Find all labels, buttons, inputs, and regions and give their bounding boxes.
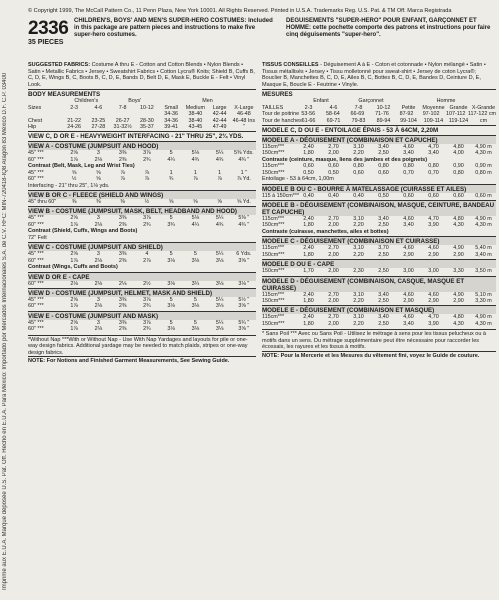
view-de-row: 60" *** 2⅛ 2⅛ 2⅛ 2½ 3⅛ 3¼ 3⅛ 3⅛ " [28,280,250,287]
view-cde-interfacing: VIEW C, D OR E - HEAVYWEIGHT INTERFACING - 21" THRU 25", 2¾ YDS. [28,131,256,140]
notions-note-fr: NOTE: Pour la Mercerie et les Mesures du vêtement fini, voyez le Guide de couture. [262,351,496,360]
view-b-row: 60" *** 1⅞ 2⅛ 2⅜ 2¾ 3¾ 4¼ 4¾ 4¾ " [28,221,250,228]
size-groups-fr: Enfant Garçonnet Homme [313,98,456,105]
modele-b-row: 150cm*** 1,80 2,00 2,20 2,50 3,40 3,90 4,30 4,30 m [262,222,492,229]
view-a-contrast: Contrast (Belt, Mask, Leg and Wrist Ties) [28,163,135,170]
tissus-conseilles: TISSUS CONSEILLES - Déguisement A à E - Coton et cotonnade • Nylon mélangé • Satin • Tissus métallisés • Jersey • Tissu molletonné pour sweat-shirt • Jersey de coton Lycra®; Bouclier B, Manchettes B, C, D, E, Ailes B, C, Bottes B, C, D, E, Bandes D, Ceinture D, E, Masque E, Boucle E - Feutrine • Vinyle. [262,62,486,88]
modele-de-title: MODELE D OU E - CAPE [262,259,496,268]
view-a-interfacing: Interfacing - 21" thru 25", 1⅛ yds. [28,182,110,189]
suggested-fabrics: SUGGESTED FABRICS: Costume A thru E - Cotton and Cotton Blends • Nylon Blends • Satin • Metallic Fabrics • Jersey • Sweatshirt Fabrics • Cotton Lycra® Knits; Shield B, Cuffs B, C, D, E, Wings B, C, Boots B, C, D, E, Bands D, Belt D, E, Mask E, Buckle E - Felt • Vinyl Look. [28,62,255,88]
english-column [28,62,256,600]
modele-c-title: MODELE C - DÉGUISEMENT (COMBINAISON ET CUIRASSE) [262,236,496,245]
modele-a-contrast: Contraste (ceinture, masque, liens des jambes et des poignets) [262,156,428,163]
modele-d-row: 150cm*** 1,80 2,00 2,20 2,50 2,90 2,90 2,90 3,30 m [262,297,492,304]
chest-row: Chest 21-22 23-25 26-27 28-30 34-36 38-40 42-44 46-48 Ins [28,117,256,124]
view-bc-fleece-title: VIEW B OR C - FLEECE (SHIELD AND WINGS) [28,190,256,199]
french-column [262,62,496,600]
tour-poitrine-row: Tour de poitrine 53-56 58-64 66-69 71-76 87-92 97-102 107-112 117-122 cm [262,111,497,118]
modele-cde-entoilage: MODELE C, D OU E - ENTOILAGE ÉPAIS - 53 À 64CM, 2,20M [262,125,496,134]
view-a-title: VIEW A - COSTUME (JUMPSUIT AND HOOD) [28,141,256,150]
view-c-contrast: Contrast (Wings, Cuffs and Boots) [28,264,118,271]
view-c-row: 60" *** 1⅞ 2⅛ 2⅜ 2⅞ 3⅛ 3⅛ 3⅛ 3⅝ " [28,257,250,264]
pattern-pieces: 35 PIECES [28,39,64,46]
modele-e-row: 115cm*** 2,40 2,70 3,10 3,40 4,60 4,70 4,80 4,90 m [262,314,492,321]
view-a-contrast-row: 45" *** ⅝ ⅝ ⅞ ⅞ 1 1 1 1 " [28,169,248,176]
modele-a-row: 115cm*** 2,40 2,70 3,10 3,40 4,60 4,70 4,80 4,90 m [262,144,492,150]
modele-e-row: 150cm*** 1,80 2,00 2,20 2,50 3,40 3,90 4,30 4,30 m [262,320,492,327]
modele-bc-molleton-row: 115 à 150cm*** 0,40 0,40 0,40 0,50 0,60 0,60 0,60 0,60 m [262,192,492,199]
modele-a-contrast-row: 115cm*** 0,60 0,60 0,80 0,80 0,80 0,80 0,90 0,90 m [262,163,492,170]
modele-c-row: 115cm*** 2,40 2,70 3,10 3,70 4,60 4,60 4,90 5,40 m [262,245,492,252]
view-c-row: 45" *** 2⅝ 3 3⅜ 4 5 5 5¼ 6 Yds. [28,251,252,258]
view-e-row: 45" *** 2⅝ 3 3⅜ 3⅞ 5 5 5¼ 5¾ " [28,319,250,326]
tour-hanches-row: Tour de hanches 61-66 69-71 79-83 89-94 99-104 109-114 119-124 cm [262,117,488,124]
nap-note-fr: * Sans Poil *** Avec ou Sans Poil - Utilisez le métrage à sens pour les tissus pelucheux ou à motifs dans un sens. Du métrage supplémentaire peut être nécessaire pour raccorder les écossais, les rayures et les tissus à motifs. [262,329,496,351]
view-b-row: 45" *** 2⅝ 3 3⅜ 3⅞ 5 5⅛ 5¼ 5⅜ " [28,215,250,222]
view-d-row: 45" *** 2⅝ 3 3⅜ 3⅞ 5 5 5¼ 5½ " [28,296,250,303]
view-de-title: VIEW D OR E - CAPE [28,272,256,281]
modele-b-row: 115cm*** 2,40 2,70 3,10 3,40 4,60 4,70 4,80 4,90 m [262,216,492,223]
nap-note: *Without Nap ***With or Without Nap - Use With Nap Yardages and layouts for pile or one-way design fabrics. Additional yardage may be needed to match plaids, stripes or one-way design fabrics. [28,335,256,357]
sizes-row: Sizes 2-3 4-6 7-8 10-12 Small Medium Large X-Large [28,104,254,111]
modele-d-row: 115cm*** 2,40 2,70 3,10 3,40 4,60 4,60 4,90 5,10 m [262,291,492,298]
notions-note: NOTE: For Notions and Finished Garment Measurements, See Sewing Guide. [28,356,256,365]
hip-row: Hip 24-26 27-28 31-32½ 35-37 39-41 43-45 47-49 " [28,124,245,130]
header [28,0,496,62]
tailles-row: TAILLES 2-3 4-6 7-8 10-12 Petite Moyenne Grande X-Grande [262,104,496,111]
costumes-description-en: CHILDREN'S, BOYS' AND MEN'S SUPER-HERO COSTUMES: Included in this package are pattern pieces and instructions to make five super-hero costumes. [74,18,273,38]
view-c-title: VIEW C - COSTUME (JUMPSUIT AND SHIELD) [28,242,256,251]
view-bc-fleece-row: 45" thru 60" ⅜ ⅜ ⅜ ½ ⅝ ⅝ ⅝ ⅝ Yd. [28,199,251,206]
modele-a-row: 150cm*** 1,80 2,00 2,20 2,50 3,40 3,40 4,00 4,30 m [262,150,492,157]
modele-d-title: MODELE D - DÉGUISEMENT (COMBINAISON, CASQUE, MASQUE ET CUIRASSE) [262,276,496,292]
mesures-title: MESURES [262,89,496,98]
view-b-title: VIEW B - COSTUME (JUMPSUIT, MASK, BELT, HEADBAND AND HOOD) [28,206,256,215]
modele-bc-molleton-title: MODELE B OU C - BOURRE À MATELASSAGE (CUIRASSE ET AILES) [262,184,496,193]
view-b-contrast-felt: 72" Felt [28,234,47,241]
view-d-title: VIEW D - COSTUME (JUMPSUIT, HELMET, MASK AND SHIELD) [28,288,256,297]
view-b-contrast: Contrast (Shield, Cuffs, Wings and Boots) [28,228,138,235]
modele-de-row: 150cm*** 1,70 2,00 2,30 2,50 3,00 3,00 3,30 3,50 m [262,268,492,275]
modele-a-entoilage: Entoilage - 53 à 64cm, 1,00m [262,176,334,183]
view-e-title: VIEW E - COSTUME (JUMPSUIT AND MASK) [28,311,256,320]
copyright-line: © Copyright 1999, The McCall Pattern Co., 11 Penn Plaza, New York 10001. All Rights Reserved. Printed in U.S.A. Trademarks Reg. U.S. Pat. & TM Off. Marca Registrada [28,8,452,14]
view-e-row: 60" *** 1⅞ 2⅛ 2⅜ 2¾ 3⅛ 3⅛ 3⅛ 3⅝ " [28,326,250,333]
modele-b-title: MODELE B - DÉGUISEMENT (COMBINAISON, MASQUE, CEINTURE, BANDEAU ET CAPUCHE) [262,202,495,217]
side-legal-text: Imprimé aux E.U.A. Marque déposée U.S. Pat. Off. Hecho en E.U.A. Para México: Importado por Mercados Internacionales S.A. de C.V. RFC: MIN-720418-IQ8 Aragón 83 México D.F. C.P. 03400 [2,72,8,590]
size-groups: Children's Boys' Men [74,98,213,105]
sizes-extra-row: 34-36 38-40 42-44 46-48 [164,111,251,118]
costumes-description-fr: DEGUISEMENTS "SUPER-HERO" POUR ENFANT, GARÇONNET ET HOMME: cette pochette comporte des patrons et instructions pour faire cinq déguisements "super-hero". [286,18,491,38]
view-a-contrast-row: 60" *** ½ ⅝ ⅞ ⅞ ¾ ⅞ ⅞ ⅞ Yd. [28,176,251,183]
body-measurements-title: BODY MEASUREMENTS [28,89,256,98]
modele-a-title: MODELE A - DÉGUISEMENT (COMBINAISON ET CAPUCHE) [262,135,496,144]
view-a-row: 45" *** 2⅝ 3 3⅜ 3⅞ 5 5⅛ 5¼ 5⅜ Yds. [28,150,254,157]
modele-a-contrast-row: 150cm*** 0,50 0,50 0,60 0,60 0,70 0,70 0,80 0,80 m [262,169,492,176]
modele-b-contrast: Contraste (cuirasse, manchettes, ailes et bottes) [262,228,389,235]
view-d-row: 60" *** 1⅞ 2⅛ 2⅜ 2¾ 3⅛ 3⅛ 3⅛ 3⅝ " [28,303,250,310]
view-a-row: 60" *** 1⅞ 2⅛ 2⅜ 2¾ 4¼ 4¾ 4¾ 4¾ " [28,156,250,163]
modele-c-row: 150cm*** 1,80 2,00 2,20 2,50 2,90 2,90 2,90 3,40 m [262,251,492,258]
modele-e-title: MODELE E - DÉGUISEMENT (COMBINAISON ET MASQUE) [262,305,496,314]
pattern-number: 2336 [28,18,69,39]
